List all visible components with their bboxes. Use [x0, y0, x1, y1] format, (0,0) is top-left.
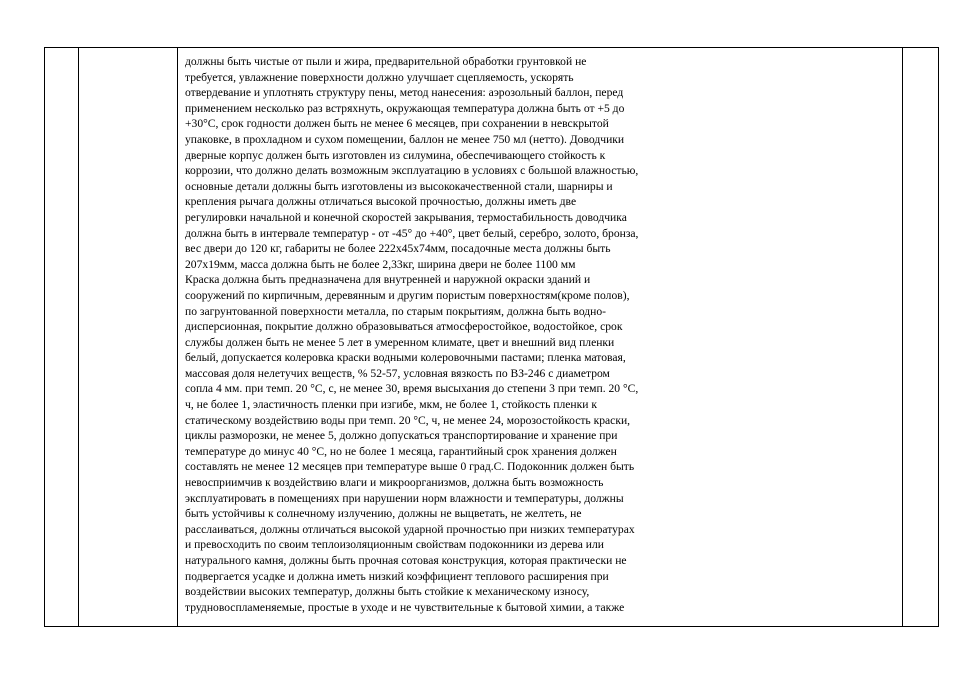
- text-line: 207х19мм, масса должна быть не более 2,33кг, ширина двери не более 1100 мм: [185, 257, 576, 271]
- text-line: составлять не менее 12 месяцев при температуре выше 0 град.С. Подоконник должен быть: [185, 460, 635, 474]
- text-line: ч, не более 1, эластичность пленки при изгибе, мкм, не более 1, стойкость пленки к: [185, 398, 597, 412]
- text-line: белый, допускается колеровка краски водными колеровочными пастами; пленка матовая,: [185, 351, 626, 365]
- column-divider-2: [177, 48, 178, 626]
- description-cell-text: [185, 54, 745, 615]
- text-line: требуется, увлажнение поверхности должно улучшает сцепляемость, ускорять: [185, 70, 574, 84]
- text-line: дисперсионная, покрытие должно образовываться атмосферостойкое, водостойкое, срок: [185, 320, 623, 334]
- text-line: упаковке, в прохладном и сухом помещении, баллон не менее 750 мл (нетто). Доводчики: [185, 132, 625, 146]
- text-line: вес двери до 120 кг, габариты не более 222х45х74мм, посадочные места должны быть: [185, 242, 611, 256]
- text-line: крепления рычага должны отличаться высокой прочностью, должны иметь две: [185, 195, 577, 209]
- text-line: применением несколько раз встряхнуть, окружающая температура должна быть от +5 до: [185, 101, 625, 115]
- text-line: дверные корпус должен быть изготовлен из силумина, обеспечивающего стойкость к: [185, 148, 606, 162]
- text-line: Краска должна быть предназначена для внутренней и наружной окраски зданий и: [185, 273, 591, 287]
- text-line: сооружений по кирпичным, деревянным и другим пористым поверхностям(кроме полов),: [185, 288, 630, 302]
- text-line: отвердевание и уплотнять структуру пены, метод нанесения: аэрозольный баллон, перед: [185, 86, 624, 100]
- text-line: подвергается усадке и должна иметь низкий коэффициент теплового расширения при: [185, 569, 609, 583]
- text-line: коррозии, что должно делать возможным эксплуатацию в условиях с большой влажностью,: [185, 164, 639, 178]
- column-divider-1: [78, 48, 79, 626]
- text-line: основные детали должны быть изготовлены из высококачественной стали, шарниры и: [185, 179, 613, 193]
- text-line: эксплуатировать в помещениях при нарушении норм влажности и температуры, должны: [185, 491, 624, 505]
- text-line: быть устойчивы к солнечному излучению, должны не выцветать, не желтеть, не: [185, 507, 582, 521]
- text-line: массовая доля нелетучих веществ, % 52-57, условная вязкость по ВЗ-246 с диаметром: [185, 366, 610, 380]
- text-line: температуре до минус 40 °С, но не более 1 месяца, гарантийный срок хранения должен: [185, 444, 617, 458]
- text-line: сопла 4 мм. при темп. 20 °С, с, не менее 30, время высыхания до степени 3 при темп. 20 °С,: [185, 382, 639, 396]
- text-line: должна быть в интервале температур - от -45° до +40°, цвет белый, серебро, золото, бронза,: [185, 226, 639, 240]
- text-line: воздействии высоких температур, должны быть стойкие к механическому износу,: [185, 585, 590, 599]
- text-line: натурального камня, должны быть прочная сотовая конструкция, которая практически не: [185, 554, 627, 567]
- text-line: циклы разморозки, не менее 5, должно допускаться транспортирование и хранение при: [185, 429, 618, 443]
- text-line: невосприимчив к воздействию влаги и микроорганизмов, должна быть возможность: [185, 476, 604, 490]
- text-line: службы должен быть не менее 5 лет в умеренном климате, цвет и внешний вид пленки: [185, 335, 615, 349]
- text-line: расслаиваться, должны отличаться высокой ударной прочностью при низких температурах: [185, 522, 635, 536]
- text-line: и превосходить по своим теплоизоляционным свойствам подоконники из дерева или: [185, 538, 604, 552]
- text-line: статическому воздействию воды при темп. 20 °С, ч, не менее 24, морозостойкость краски,: [185, 413, 631, 427]
- text-line: по загрунтованной поверхности металла, по старым покрытиям, должна быть водно-: [185, 304, 607, 318]
- column-divider-3: [902, 48, 903, 626]
- text-line: регулировки начальной и конечной скоростей закрывания, термостабильность доводчика: [185, 210, 627, 224]
- text-line: +30°С, срок годности должен быть не менее 6 месяцев, при сохранении в невскрытой: [185, 117, 609, 131]
- text-line: трудновоспламеняемые, простые в уходе и не чувствительные к бытовой химии, а также: [185, 600, 625, 614]
- text-line: должны быть чистые от пыли и жира, предварительной обработки грунтовкой не: [185, 55, 587, 68]
